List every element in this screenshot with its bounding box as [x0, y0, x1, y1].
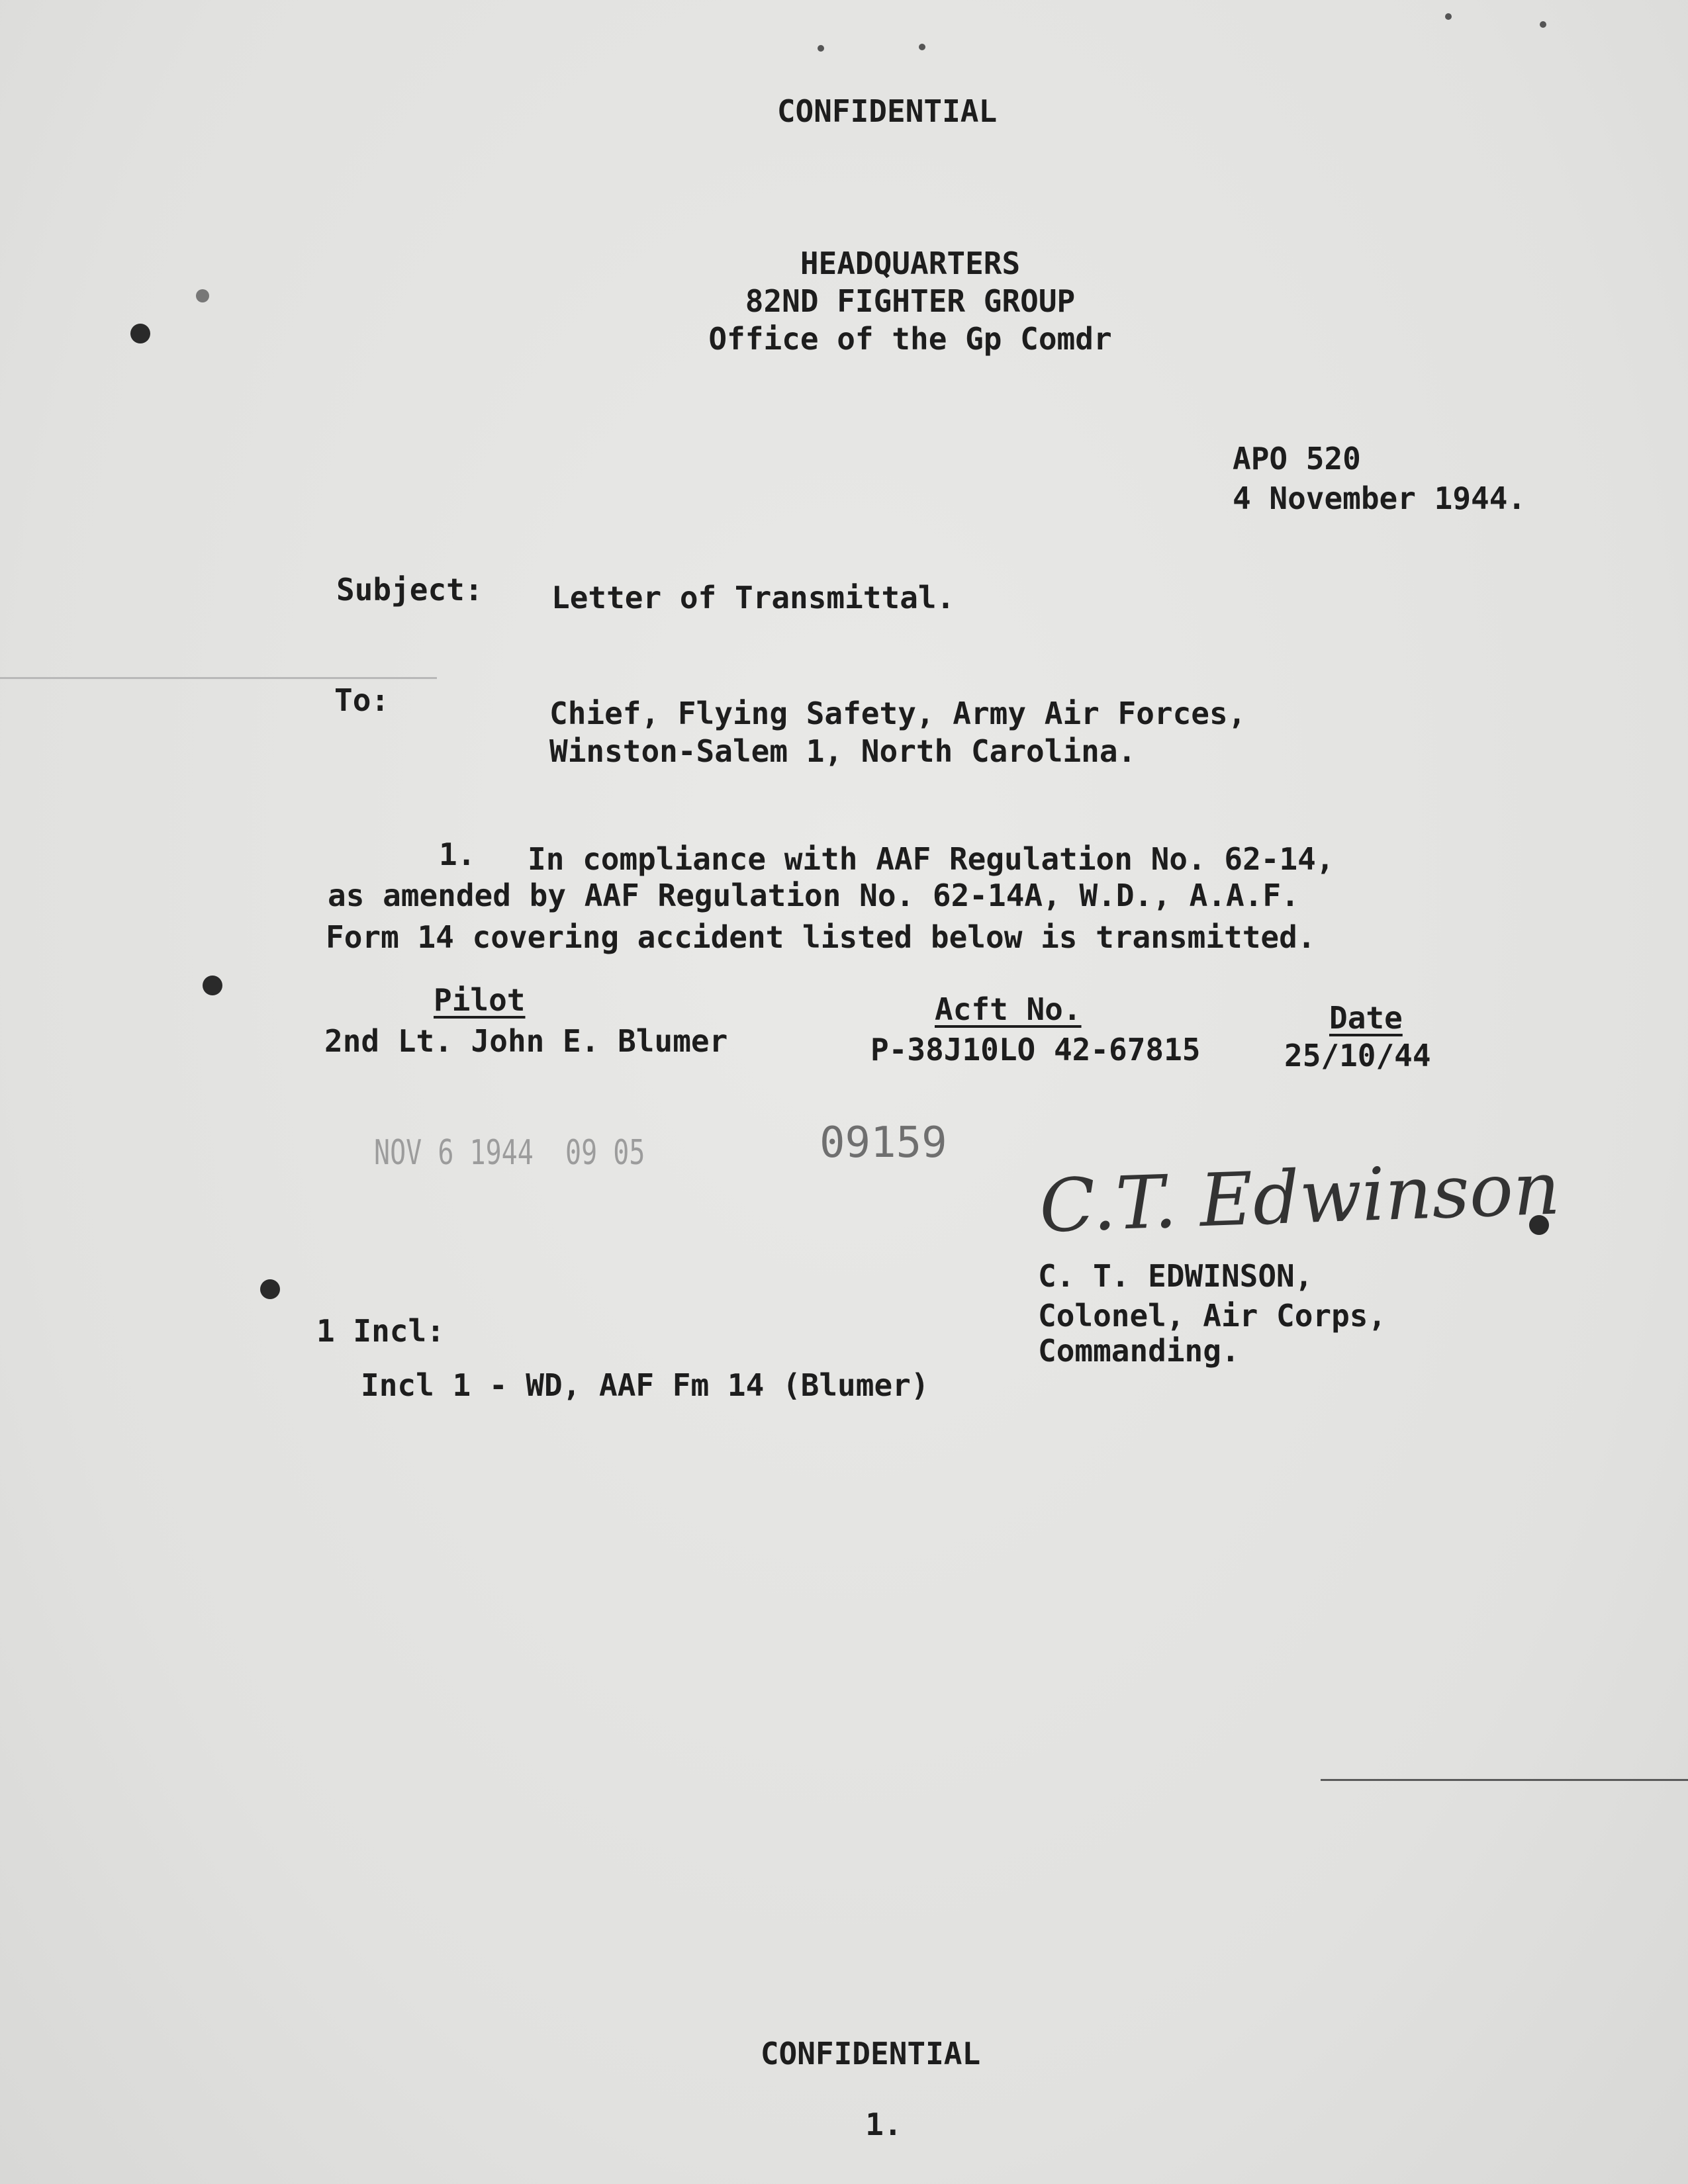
subject-label: Subject:	[336, 572, 483, 608]
signer-rank: Colonel, Air Corps,	[1038, 1298, 1387, 1334]
speck	[919, 44, 925, 50]
enclosure-count: 1 Incl:	[316, 1313, 445, 1349]
table-cell-aircraft: P-38J10LO 42-67815	[870, 1032, 1201, 1068]
speck	[196, 289, 209, 302]
classification-top: CONFIDENTIAL	[776, 93, 998, 129]
table-header-pilot: Pilot	[434, 982, 526, 1018]
letter-date: 4 November 1944.	[1233, 480, 1526, 516]
org-office: Office of the Gp Comdr	[708, 321, 1112, 357]
scan-streak	[1321, 1779, 1688, 1781]
paragraph-line3: Form 14 covering accident listed below is transmitted.	[326, 919, 1316, 955]
punch-hole	[130, 324, 150, 343]
signer-role: Commanding.	[1038, 1333, 1240, 1369]
punch-hole	[203, 976, 222, 995]
table-cell-date: 25/10/44	[1284, 1038, 1431, 1073]
paragraph-number: 1.	[439, 837, 476, 872]
speck	[1445, 13, 1452, 20]
org-unit: 82ND FIGHTER GROUP	[745, 283, 1076, 319]
paragraph-line1: In compliance with AAF Regulation No. 62-14,	[528, 841, 1335, 877]
classification-bottom: CONFIDENTIAL	[760, 2036, 981, 2071]
org-headquarters: HEADQUARTERS	[800, 246, 1021, 281]
handwritten-signature: C.T. Edwinson	[1038, 1146, 1562, 1249]
apo-line: APO 520	[1233, 441, 1361, 477]
paragraph-line2: as amended by AAF Regulation No. 62-14A, W.D., A.A.F.	[328, 878, 1299, 913]
subject-text: Letter of Transmittal.	[551, 580, 955, 615]
received-number-stamp: 09159	[820, 1118, 947, 1167]
to-label: To:	[334, 682, 390, 718]
table-header-aircraft: Acft No.	[935, 991, 1082, 1027]
scan-streak	[0, 677, 437, 679]
to-address-line2: Winston-Salem 1, North Carolina.	[549, 733, 1137, 769]
page-number: 1.	[865, 2107, 902, 2142]
signer-name: C. T. EDWINSON,	[1038, 1258, 1313, 1294]
speck	[818, 45, 824, 52]
table-cell-pilot: 2nd Lt. John E. Blumer	[324, 1023, 728, 1059]
enclosure-item: Incl 1 - WD, AAF Fm 14 (Blumer)	[361, 1367, 929, 1403]
speck	[1540, 21, 1546, 28]
received-date-stamp: NOV 6 1944 09 05	[374, 1133, 645, 1173]
to-address-line1: Chief, Flying Safety, Army Air Forces,	[549, 696, 1246, 731]
punch-hole	[260, 1279, 280, 1299]
table-header-date: Date	[1329, 1000, 1403, 1036]
